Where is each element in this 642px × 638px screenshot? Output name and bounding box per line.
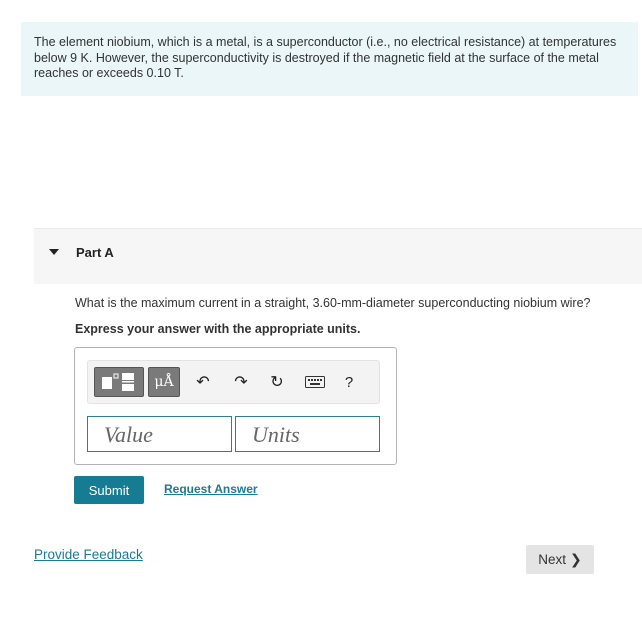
part-a-header[interactable] [34,228,642,284]
reset-icon[interactable]: ↻ [270,374,284,391]
chevron-right-icon: ❯ [570,551,582,567]
problem-text: The element niobium, which is a metal, is a superconductor (i.e., no electrical resistance) at temperatures below 9 K. However, the superconductivity is destroyed if the magnetic field at the surface of the metal reaches or exceeds 0.10 T. [34,35,617,80]
answer-box [74,347,397,465]
math-toolbar [87,360,380,404]
keyboard-button[interactable] [302,367,328,397]
units-input[interactable]: Units [235,416,380,452]
undo-icon[interactable]: ↶ [196,374,210,391]
templates-icon [99,371,139,393]
collapse-caret-icon[interactable] [49,249,59,255]
provide-feedback-link[interactable]: Provide Feedback [34,547,143,562]
templates-button[interactable] [94,367,144,397]
next-button[interactable] [526,545,594,574]
part-title: Part A [76,245,114,260]
keyboard-icon [305,376,325,388]
next-label: Next [538,552,567,567]
request-answer-link[interactable]: Request Answer [164,482,258,496]
help-button[interactable]: ? [344,373,354,391]
units-button[interactable]: μÅ [148,367,180,397]
value-input[interactable]: Value [87,416,232,452]
instruction-text: Express your answer with the appropriate units. [75,322,361,336]
question-text: What is the maximum current in a straight, 3.60-mm-diameter superconducting niobium wire? [75,296,591,310]
redo-icon[interactable]: ↷ [234,374,248,391]
problem-statement [21,22,638,96]
submit-button[interactable]: Submit [74,476,144,504]
